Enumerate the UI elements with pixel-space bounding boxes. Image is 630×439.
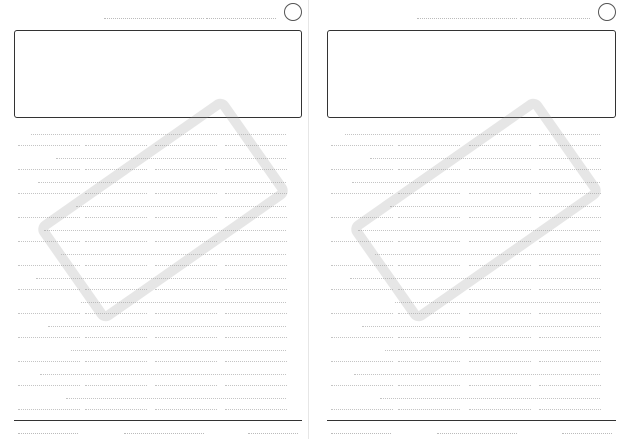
- question: [331, 318, 612, 338]
- answer-option: [331, 305, 393, 314]
- question: [331, 366, 612, 386]
- question-stem: [385, 342, 600, 351]
- question-number: [290, 390, 298, 398]
- exam-info-box: [327, 30, 616, 118]
- answer-option: [539, 281, 601, 290]
- exam-code: [18, 424, 78, 434]
- question-stem: [40, 366, 286, 375]
- question-stem: [48, 318, 286, 327]
- answer-option: [85, 137, 147, 146]
- question: [331, 342, 612, 362]
- page-header: [14, 3, 302, 27]
- question-number: [290, 174, 298, 182]
- question-number: [290, 294, 298, 302]
- answer-option: [331, 137, 393, 146]
- question-number: [604, 150, 612, 158]
- question-number: [604, 318, 612, 326]
- question-number: [604, 342, 612, 350]
- question-number: [604, 390, 612, 398]
- semester-label: [124, 424, 204, 434]
- answer-option: [18, 185, 80, 194]
- answer-option: [85, 329, 147, 338]
- page-number: [562, 424, 612, 434]
- question-number: [604, 198, 612, 206]
- answer-option: [18, 305, 80, 314]
- exam-page-right: [321, 0, 622, 439]
- answer-option: [225, 377, 287, 386]
- answer-option: [155, 281, 217, 290]
- answer-option: [539, 257, 601, 266]
- answer-option: [469, 329, 531, 338]
- page-footer: [14, 420, 302, 435]
- question-number: [290, 318, 298, 326]
- answer-option: [155, 377, 217, 386]
- answer-option: [18, 377, 80, 386]
- answer-option: [155, 401, 217, 410]
- answer-option: [539, 377, 601, 386]
- answer-option: [331, 329, 393, 338]
- answer-option: [398, 329, 460, 338]
- answer-option: [225, 233, 287, 242]
- question-number: [290, 198, 298, 206]
- question: [18, 294, 298, 314]
- answer-option: [18, 281, 80, 290]
- answer-option: [85, 353, 147, 362]
- question-number: [290, 366, 298, 374]
- answer-option: [225, 329, 287, 338]
- question-number: [290, 246, 298, 254]
- answer-option: [469, 377, 531, 386]
- question-number: [604, 294, 612, 302]
- answer-option: [155, 329, 217, 338]
- answer-option: [398, 401, 460, 410]
- answer-option: [225, 257, 287, 266]
- question-stem: [71, 342, 286, 351]
- question-number: [290, 222, 298, 230]
- question: [18, 390, 298, 410]
- question: [331, 294, 612, 314]
- exam-page-left: [8, 0, 309, 439]
- question-stem: [380, 390, 600, 399]
- university-logo-icon: [598, 3, 616, 21]
- question-stem: [362, 318, 600, 327]
- question-number: [604, 366, 612, 374]
- answer-option: [225, 353, 287, 362]
- question-number: [604, 246, 612, 254]
- semester-label: [437, 424, 517, 434]
- answer-option: [225, 401, 287, 410]
- question: [18, 318, 298, 338]
- answer-option: [18, 353, 80, 362]
- answer-option: [539, 233, 601, 242]
- answer-option: [18, 137, 80, 146]
- exam-code: [331, 424, 391, 434]
- answer-option: [469, 401, 531, 410]
- answer-option: [398, 353, 460, 362]
- header-institution: [520, 7, 590, 19]
- question-number: [290, 270, 298, 278]
- answer-option: [539, 305, 601, 314]
- answer-option: [225, 281, 287, 290]
- answer-option: [18, 329, 80, 338]
- university-logo-icon: [284, 3, 302, 21]
- answer-option: [331, 161, 393, 170]
- header-institution: [206, 7, 276, 19]
- answer-option: [18, 161, 80, 170]
- exam-info-box: [14, 30, 302, 118]
- answer-option: [398, 377, 460, 386]
- question-number: [604, 270, 612, 278]
- question-number: [290, 342, 298, 350]
- answer-option: [331, 401, 393, 410]
- answer-option: [331, 353, 393, 362]
- question-stem: [354, 366, 600, 375]
- question: [331, 390, 612, 410]
- header-exam-level: [417, 7, 517, 19]
- question-number: [604, 174, 612, 182]
- answer-option: [85, 401, 147, 410]
- answer-option: [155, 305, 217, 314]
- question-number: [290, 126, 298, 134]
- question-stem: [66, 390, 286, 399]
- answer-option: [331, 281, 393, 290]
- header-exam-level: [104, 7, 204, 19]
- question-number: [290, 150, 298, 158]
- answer-option: [398, 137, 460, 146]
- answer-option: [539, 329, 601, 338]
- question: [18, 342, 298, 362]
- page-header: [327, 3, 616, 27]
- answer-option: [469, 353, 531, 362]
- answer-option: [155, 353, 217, 362]
- question: [18, 366, 298, 386]
- answer-option: [18, 401, 80, 410]
- answer-option: [539, 353, 601, 362]
- answer-option: [331, 185, 393, 194]
- answer-option: [225, 305, 287, 314]
- answer-option: [331, 377, 393, 386]
- question-number: [604, 222, 612, 230]
- page-footer: [327, 420, 616, 435]
- answer-option: [469, 305, 531, 314]
- answer-option: [539, 401, 601, 410]
- question-number: [604, 126, 612, 134]
- page-number: [248, 424, 298, 434]
- answer-option: [85, 377, 147, 386]
- answer-option: [469, 281, 531, 290]
